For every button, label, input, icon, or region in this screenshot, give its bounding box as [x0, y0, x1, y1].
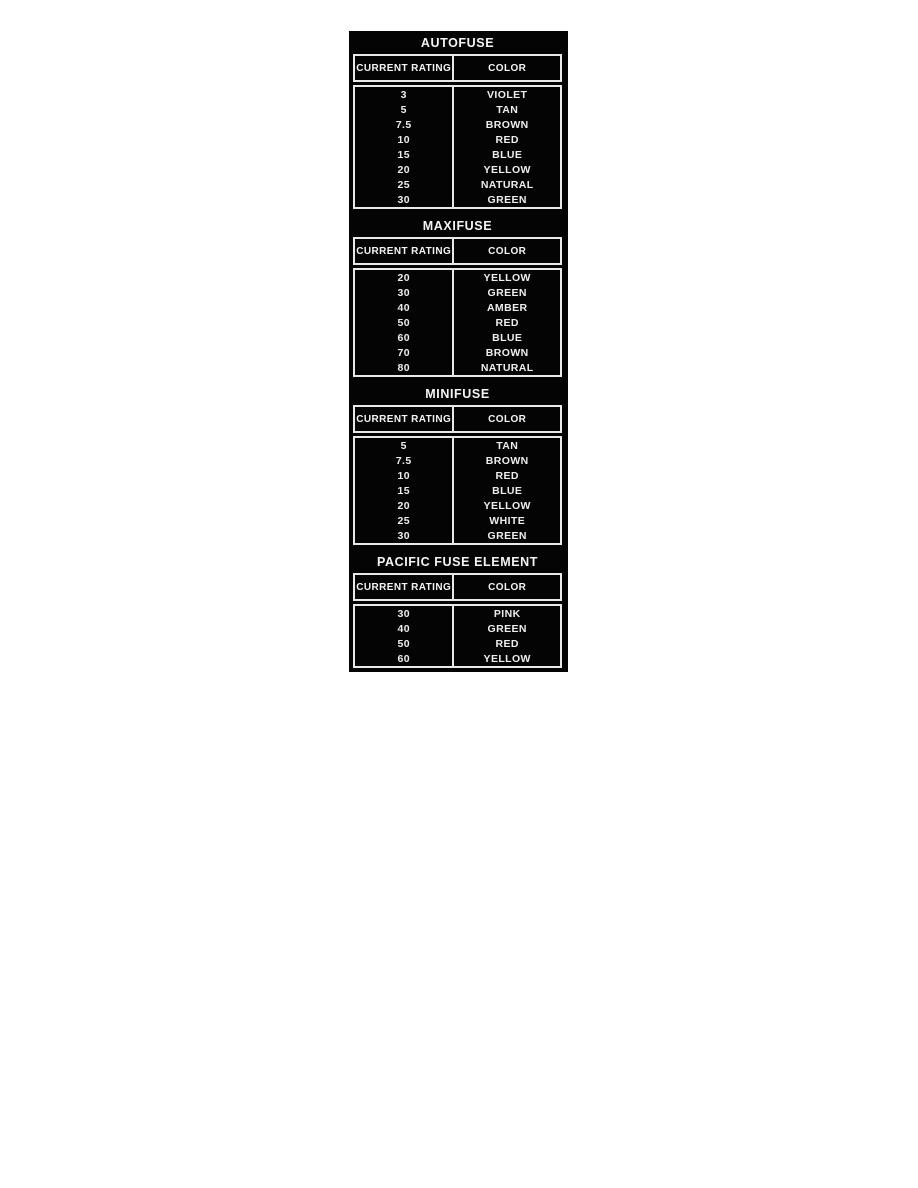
- table-header-row: [355, 407, 560, 431]
- color-cell: WHITE: [489, 514, 526, 527]
- rating-cell: 10: [355, 468, 454, 483]
- table-row: [355, 300, 560, 315]
- rating-cell: 40: [355, 300, 454, 315]
- rating-cell: 7.5: [355, 117, 454, 132]
- rating-cell: 70: [355, 345, 454, 360]
- rating-cell: 25: [355, 177, 454, 192]
- table-row: [355, 87, 560, 102]
- column-header-current-rating: CURRENT RATING: [355, 575, 454, 599]
- table-row: [355, 345, 560, 360]
- rating-cell: 20: [355, 162, 454, 177]
- fuse-color-chart-panel: [349, 31, 568, 672]
- table-row: [355, 315, 560, 330]
- color-cell: BROWN: [485, 118, 529, 131]
- table-row: [355, 102, 560, 117]
- color-cell: BROWN: [485, 346, 529, 359]
- table-row: [355, 147, 560, 162]
- column-header-current-rating: CURRENT RATING: [355, 56, 454, 80]
- table-header-row: [355, 575, 560, 599]
- fuse-table-section: [353, 555, 562, 668]
- table-header-row: [355, 56, 560, 80]
- color-cell: TAN: [496, 103, 519, 116]
- table-row: [355, 117, 560, 132]
- table-row: [355, 513, 560, 528]
- color-cell: GREEN: [487, 529, 527, 542]
- table-body-box: [353, 268, 562, 377]
- column-header-current-rating: CURRENT RATING: [355, 407, 454, 431]
- rating-cell: 30: [355, 606, 454, 621]
- section-title: AUTOFUSE: [420, 36, 495, 50]
- rating-cell: 25: [355, 513, 454, 528]
- section-title: PACIFIC FUSE ELEMENT: [376, 555, 539, 569]
- column-header-current-rating: CURRENT RATING: [355, 239, 454, 263]
- table-row: [355, 636, 560, 651]
- table-row: [355, 651, 560, 666]
- table-row: [355, 285, 560, 300]
- color-cell: GREEN: [487, 286, 527, 299]
- color-cell: AMBER: [486, 301, 528, 314]
- table-row: [355, 360, 560, 375]
- color-cell: BROWN: [485, 454, 529, 467]
- rating-cell: 80: [355, 360, 454, 375]
- table-header-box: [353, 405, 562, 433]
- table-row: [355, 483, 560, 498]
- color-cell: BLUE: [492, 484, 523, 497]
- table-row: [355, 162, 560, 177]
- rating-cell: 60: [355, 651, 454, 666]
- table-header-box: [353, 54, 562, 82]
- color-cell: NATURAL: [480, 178, 534, 191]
- rating-cell: 3: [355, 87, 454, 102]
- color-cell: RED: [495, 637, 519, 650]
- fuse-table-section: [353, 387, 562, 545]
- rating-cell: 10: [355, 132, 454, 147]
- column-header-color: COLOR: [488, 413, 527, 425]
- table-row: [355, 177, 560, 192]
- color-cell: PINK: [493, 607, 521, 620]
- section-title: MINIFUSE: [425, 387, 490, 401]
- table-row: [355, 453, 560, 468]
- column-header-color: COLOR: [488, 245, 527, 257]
- rating-cell: 30: [355, 192, 454, 207]
- table-header-box: [353, 573, 562, 601]
- table-row: [355, 270, 560, 285]
- table-row: [355, 192, 560, 207]
- rating-cell: 30: [355, 528, 454, 543]
- table-row: [355, 528, 560, 543]
- column-header-color: COLOR: [488, 581, 527, 593]
- rating-cell: 40: [355, 621, 454, 636]
- color-cell: YELLOW: [483, 499, 531, 512]
- rating-cell: 5: [355, 438, 454, 453]
- color-cell: YELLOW: [483, 652, 531, 665]
- fuse-table-section: [353, 219, 562, 377]
- column-header-color: COLOR: [488, 62, 527, 74]
- table-header-row: [355, 239, 560, 263]
- color-cell: RED: [495, 316, 519, 329]
- table-row: [355, 330, 560, 345]
- table-body-box: [353, 85, 562, 209]
- table-row: [355, 468, 560, 483]
- color-cell: GREEN: [487, 622, 527, 635]
- rating-cell: 15: [355, 483, 454, 498]
- rating-cell: 30: [355, 285, 454, 300]
- color-cell: NATURAL: [480, 361, 534, 374]
- color-cell: YELLOW: [483, 163, 531, 176]
- color-cell: GREEN: [487, 193, 527, 206]
- section-title: MAXIFUSE: [422, 219, 493, 233]
- color-cell: TAN: [496, 439, 519, 452]
- rating-cell: 5: [355, 102, 454, 117]
- color-cell: BLUE: [492, 331, 523, 344]
- rating-cell: 20: [355, 498, 454, 513]
- color-cell: RED: [495, 133, 519, 146]
- rating-cell: 20: [355, 270, 454, 285]
- rating-cell: 15: [355, 147, 454, 162]
- fuse-table-section: [353, 36, 562, 209]
- rating-cell: 50: [355, 315, 454, 330]
- table-row: [355, 438, 560, 453]
- color-cell: YELLOW: [483, 271, 531, 284]
- color-cell: BLUE: [492, 148, 523, 161]
- rating-cell: 60: [355, 330, 454, 345]
- table-row: [355, 498, 560, 513]
- table-body-box: [353, 604, 562, 668]
- table-header-box: [353, 237, 562, 265]
- color-cell: RED: [495, 469, 519, 482]
- rating-cell: 7.5: [355, 453, 454, 468]
- table-body-box: [353, 436, 562, 545]
- table-row: [355, 606, 560, 621]
- color-cell: VIOLET: [487, 88, 528, 101]
- table-row: [355, 621, 560, 636]
- rating-cell: 50: [355, 636, 454, 651]
- table-row: [355, 132, 560, 147]
